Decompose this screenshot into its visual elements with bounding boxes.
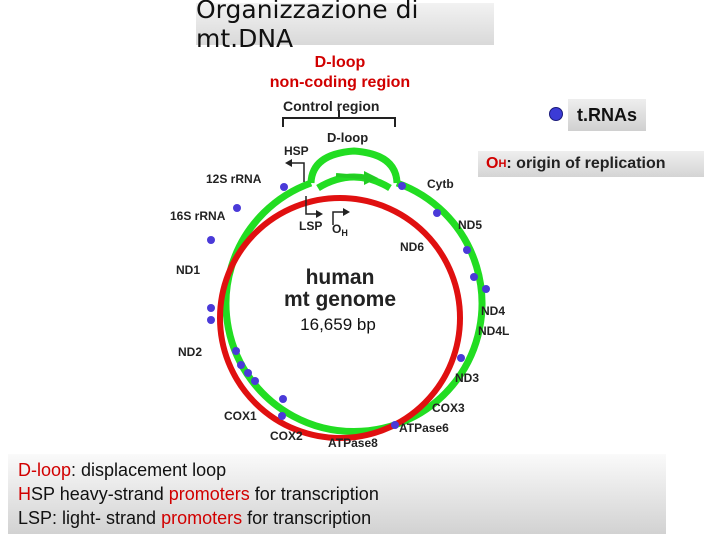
- lsp-label: LSP: [299, 219, 323, 233]
- gene-nd3: ND3: [455, 371, 480, 385]
- gene-cox3: COX3: [432, 401, 465, 415]
- note-line-lsp: [18, 506, 666, 530]
- trna-dot: [391, 421, 399, 429]
- trna-dot: [433, 209, 441, 217]
- oh-legend-sub: H: [498, 158, 507, 170]
- gene-nd5: ND5: [458, 218, 483, 232]
- trna-dot: [280, 183, 288, 191]
- trna-dot: [244, 369, 252, 377]
- notes-box: [8, 454, 666, 534]
- note-lsp-end: for transcription: [242, 508, 372, 528]
- genome-size-label: 16,659 bp: [300, 315, 376, 334]
- trna-dot: [233, 204, 241, 212]
- gene-nd1: ND1: [176, 263, 201, 277]
- gene-atpase8: ATPase8: [328, 436, 378, 450]
- dloop-heading-line1: D-loop: [314, 54, 366, 71]
- trna-dot: [279, 395, 287, 403]
- trna-dot: [278, 412, 286, 420]
- oh-sub: H: [341, 228, 348, 238]
- trna-dot: [207, 316, 215, 324]
- oh-arrowhead: [343, 208, 350, 216]
- dloop-inner: [318, 177, 390, 188]
- trna-dot: [482, 285, 490, 293]
- trna-dot: [251, 377, 259, 385]
- gene-cox1: COX1: [224, 409, 257, 423]
- note-dloop-term: D-loop: [18, 460, 72, 480]
- trna-dot: [207, 236, 215, 244]
- center-label-human: human: [305, 266, 375, 289]
- trna-dot: [207, 304, 215, 312]
- oh-legend-letter: O: [486, 155, 499, 172]
- center-label-mt-genome: mt genome: [283, 288, 397, 311]
- note-lsp-promoters: promoters: [161, 508, 243, 528]
- gene-nd4l: ND4L: [478, 324, 510, 338]
- note-lsp-text: LSP: light- strand: [18, 508, 162, 528]
- trna-dot: [470, 273, 478, 281]
- gene-nd2: ND2: [178, 345, 203, 359]
- hsp-arrowhead: [285, 159, 292, 167]
- gene-atpase6: ATPase6: [399, 421, 449, 435]
- note-line-dloop: [18, 458, 666, 482]
- note-hsp-promoters: promoters: [168, 484, 250, 504]
- lsp-arrowhead: [316, 210, 323, 218]
- dloop-diagram-label: D-loop: [327, 130, 369, 145]
- hsp-label: HSP: [284, 144, 309, 158]
- trna-dot: [457, 354, 465, 362]
- hsp-arrow: [290, 163, 304, 182]
- note-dloop-def: : displacement loop: [71, 460, 227, 480]
- oh-legend-text: : origin of replication: [506, 155, 666, 172]
- note-hsp-text: SP heavy-strand: [31, 484, 169, 504]
- trna-dot: [237, 361, 245, 369]
- oh-label: [332, 222, 348, 238]
- trna-legend-label: t.RNAs: [576, 104, 637, 125]
- gene-nd6: ND6: [400, 240, 425, 254]
- gene-nd4: ND4: [481, 304, 506, 318]
- gene-12s-rrna: 12S rRNA: [206, 172, 262, 186]
- oh-letter: O: [332, 222, 342, 236]
- control-region-label: Control region: [283, 98, 380, 114]
- trna-dot: [463, 246, 471, 254]
- gene-16s-rrna: 16S rRNA: [170, 209, 226, 223]
- gene-cytb: Cytb: [427, 177, 454, 191]
- note-line-hsp: [18, 482, 666, 506]
- note-hsp-h: H: [18, 484, 31, 504]
- gene-cox2: COX2: [270, 429, 303, 443]
- note-hsp-end: for transcription: [249, 484, 379, 504]
- trna-dot: [232, 347, 240, 355]
- trna-dot: [398, 182, 406, 190]
- dloop-heading-line2: non-coding region: [269, 74, 411, 91]
- page-title: Organizzazione di mt.DNA: [196, 0, 419, 53]
